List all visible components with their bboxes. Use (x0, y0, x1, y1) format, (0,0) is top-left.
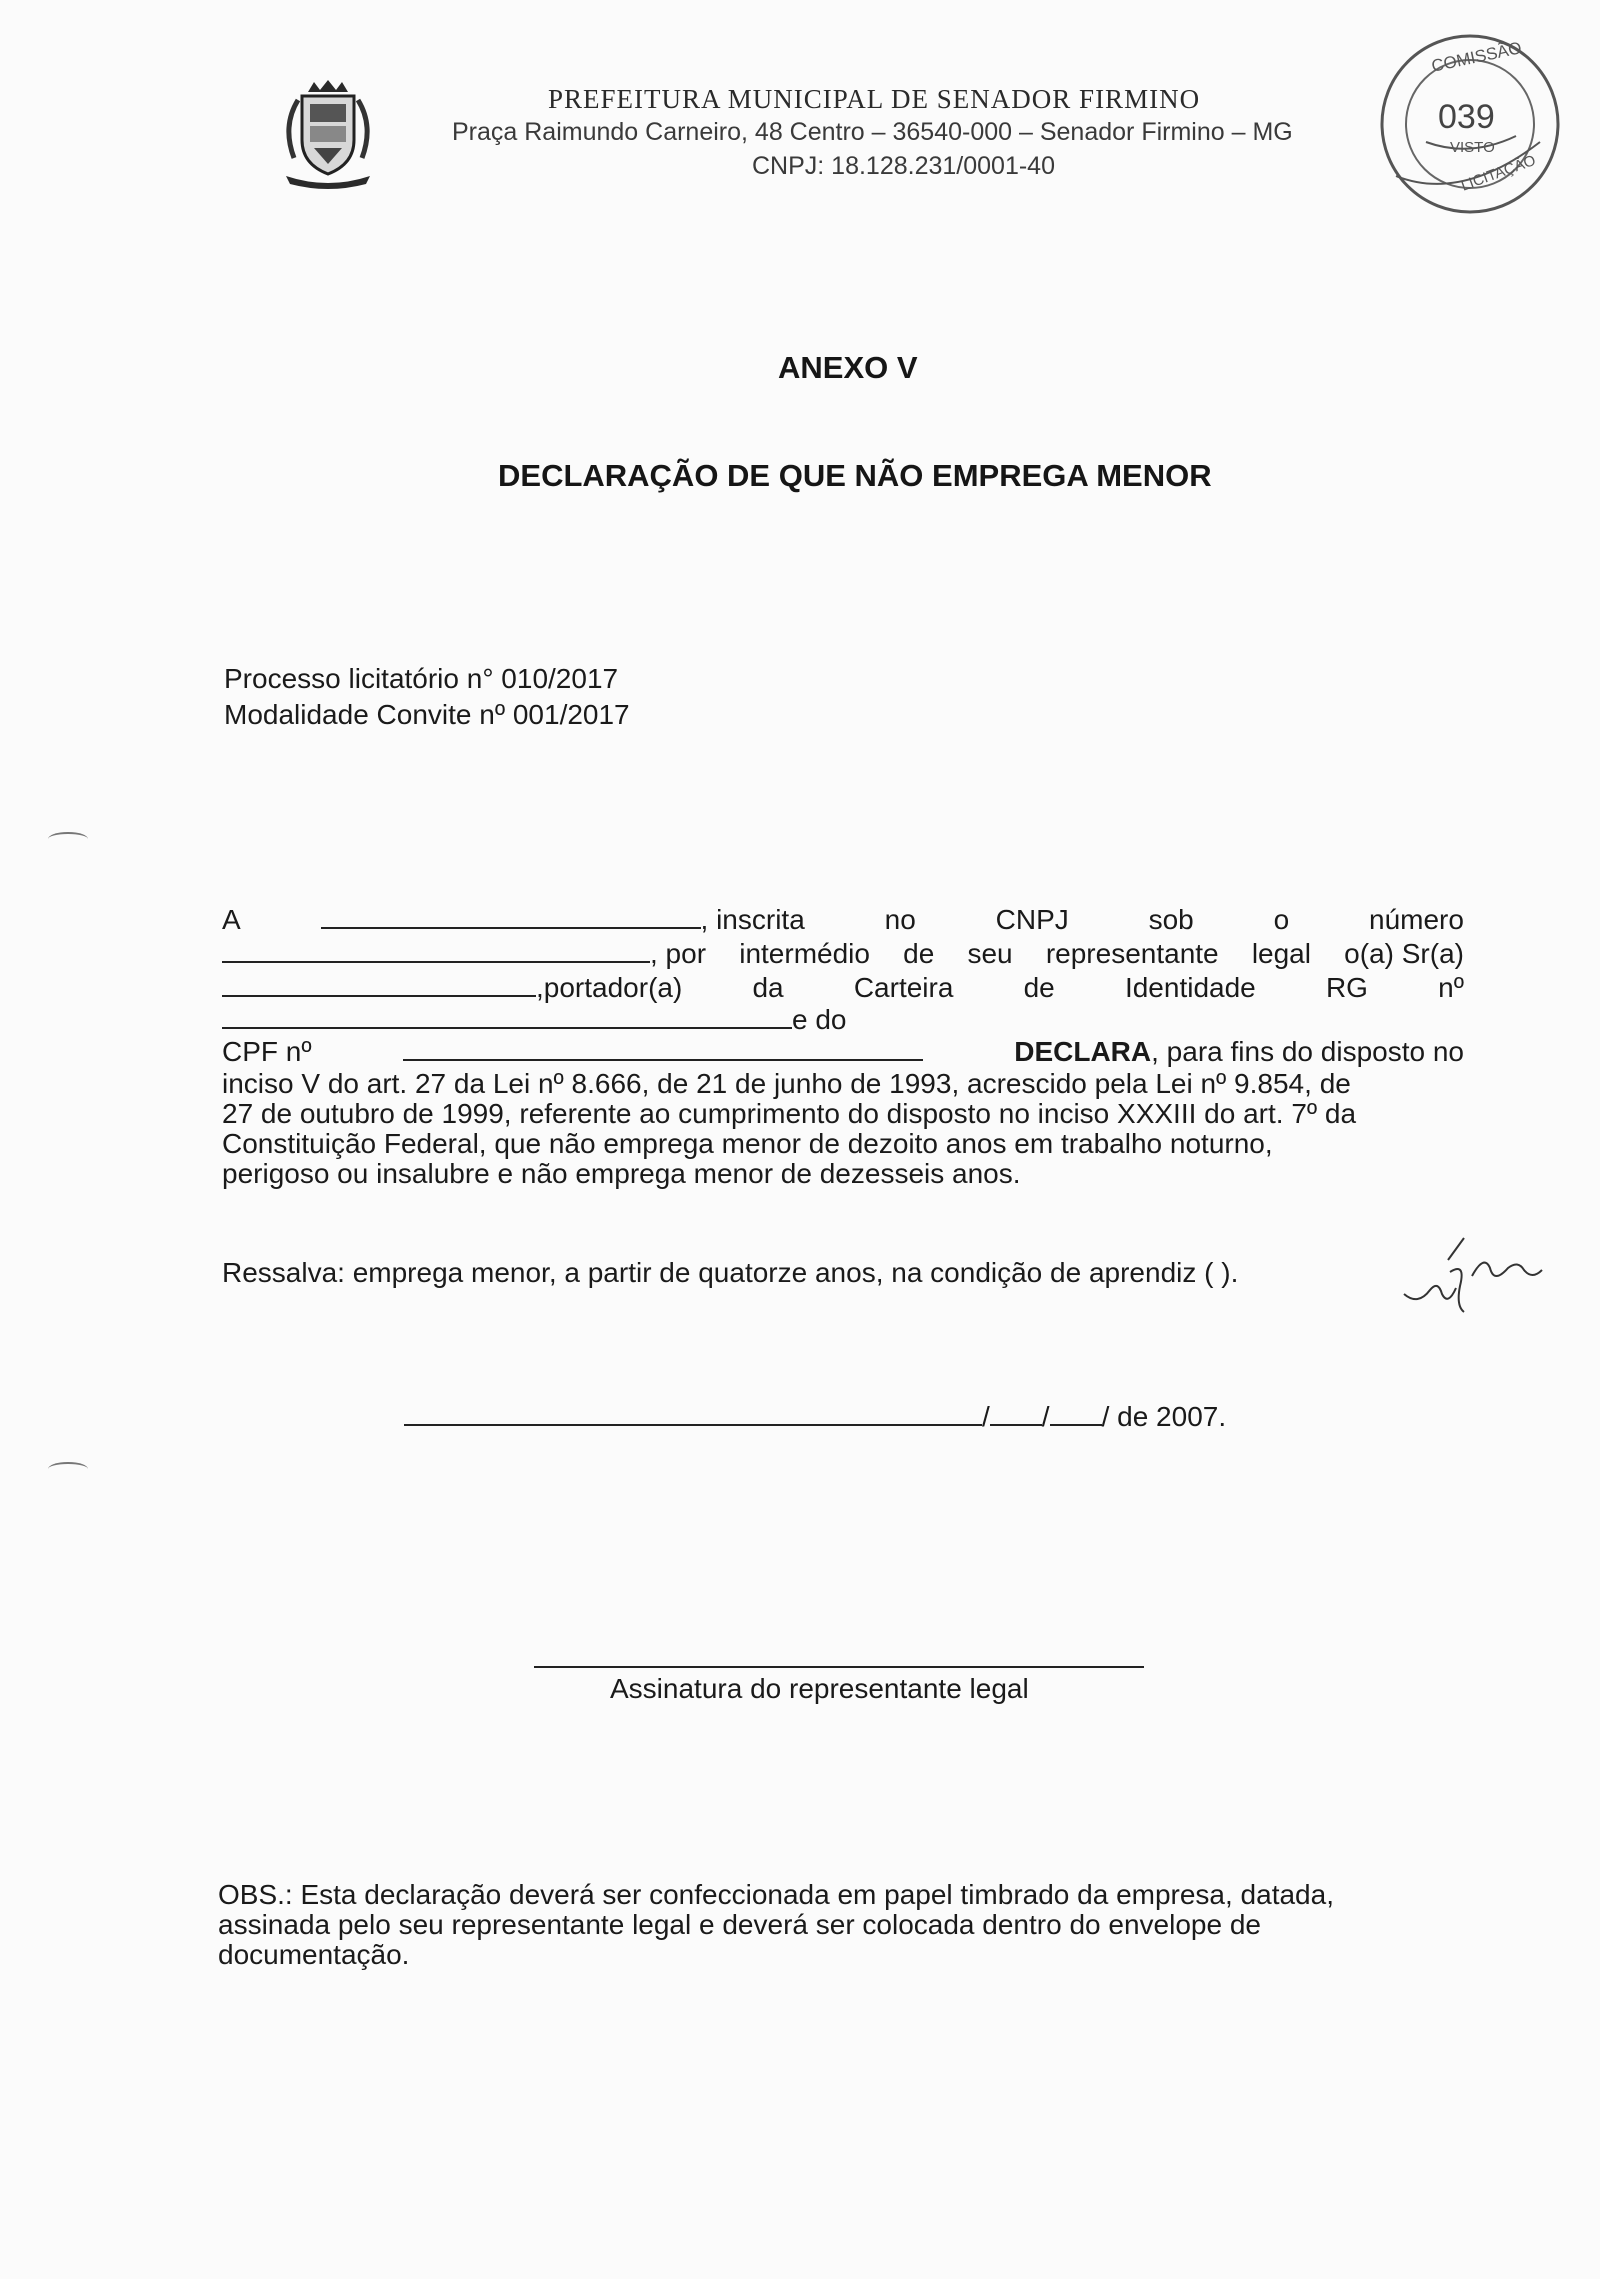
svg-text:VISTO: VISTO (1450, 139, 1495, 156)
declaration-line-4 (222, 1005, 1464, 1035)
declaration-paragraph (222, 905, 1464, 1189)
word: , para fins do disposto no (1151, 1036, 1464, 1067)
cpf-number-blank (403, 1059, 923, 1061)
municipality-cnpj: CNPJ: 18.128.231/0001-40 (752, 152, 1055, 180)
word: legal (1251, 938, 1311, 969)
word: seu (967, 938, 1013, 969)
declaration-line-7: 27 de outubro de 1999, referente ao cumprimento do disposto no inciso XXXIII do art. 7º da (222, 1098, 1357, 1129)
word: da (752, 972, 784, 1003)
declaration-line-5 (222, 1037, 1464, 1067)
commission-stamp (1372, 26, 1568, 222)
declaration-line-8: Constituição Federal, que não emprega menor de dezoito anos em trabalho noturno, (222, 1128, 1273, 1159)
declara-keyword: DECLARA (1014, 1036, 1152, 1067)
word: ,portador(a) (536, 972, 683, 1003)
signature-label: Assinatura do representante legal (610, 1673, 1029, 1704)
declaration-line-3 (222, 973, 1464, 1003)
word: o(a) Sr(a) (1344, 938, 1464, 969)
annex-heading: ANEXO V (778, 350, 918, 385)
date-year-text: / de 2007. (1101, 1401, 1227, 1432)
company-name-blank (321, 927, 701, 929)
obs-line-2: assinada pelo seu representante legal e deverá ser colocada dentro do envelope de (218, 1909, 1261, 1940)
declaration-line-1 (222, 905, 1464, 935)
process-number: Processo licitatório n° 010/2017 (224, 663, 619, 694)
margin-mark (48, 832, 88, 846)
obs-line-1: OBS.: Esta declaração deverá ser confeccionada em papel timbrado da empresa, datada, (218, 1879, 1334, 1910)
municipality-address: Praça Raimundo Carneiro, 48 Centro – 36540-000 – Senador Firmino – MG (452, 118, 1293, 146)
date-separator: / (1041, 1401, 1050, 1432)
date-line (404, 1402, 1226, 1432)
cnpj-number-blank (222, 961, 650, 963)
word: RG (1325, 972, 1368, 1003)
word: o (1273, 904, 1290, 935)
rg-number-blank (222, 1027, 792, 1029)
word: Carteira (853, 972, 954, 1003)
declaration-line-9: perigoso ou insalubre e não emprega menor de dezesseis anos. (222, 1158, 1021, 1189)
word: A (222, 904, 241, 935)
word: CNPJ (995, 904, 1069, 935)
word: , por (650, 938, 707, 969)
word: número (1369, 904, 1464, 935)
margin-mark (48, 1462, 88, 1476)
svg-text:LICITAÇÃO: LICITAÇÃO (1458, 151, 1538, 195)
obs-paragraph (218, 1880, 1462, 1970)
word: sob (1148, 904, 1194, 935)
word: intermédio (739, 938, 870, 969)
modality-number: Modalidade Convite nº 001/2017 (224, 699, 630, 730)
word: , inscrita (700, 904, 805, 935)
word: CPF nº (222, 1036, 312, 1067)
municipality-title: PREFEITURA MUNICIPAL DE SENADOR FIRMINO (548, 84, 1201, 114)
word: de (903, 938, 935, 969)
handwritten-initials (1398, 1232, 1548, 1322)
date-separator: / (982, 1401, 990, 1432)
ressalva-text: Ressalva: emprega menor, a partir de quatorze anos, na condição de aprendiz ( ). (222, 1257, 1239, 1288)
word: e do (792, 1004, 847, 1035)
obs-line-3: documentação. (218, 1939, 410, 1970)
place-blank (404, 1424, 982, 1426)
day-blank (990, 1424, 1042, 1426)
word: de (1023, 972, 1055, 1003)
word: nº (1438, 972, 1464, 1003)
month-blank (1050, 1424, 1102, 1426)
declaration-line-2 (222, 939, 1464, 969)
svg-text:COMISSÃO: COMISSÃO (1429, 38, 1524, 76)
word: Identidade (1124, 972, 1256, 1003)
representative-name-blank (222, 995, 536, 997)
svg-text:039: 039 (1438, 98, 1495, 136)
declaration-line-6: inciso V do art. 27 da Lei nº 8.666, de 21 de junho de 1993, acrescido pela Lei nº 9.854, de (222, 1068, 1351, 1099)
declaration-title: DECLARAÇÃO DE QUE NÃO EMPREGA MENOR (498, 458, 1212, 493)
word: no (884, 904, 916, 935)
coat-of-arms-logo (278, 78, 378, 190)
word: representante (1045, 938, 1219, 969)
signature-line (534, 1666, 1144, 1668)
